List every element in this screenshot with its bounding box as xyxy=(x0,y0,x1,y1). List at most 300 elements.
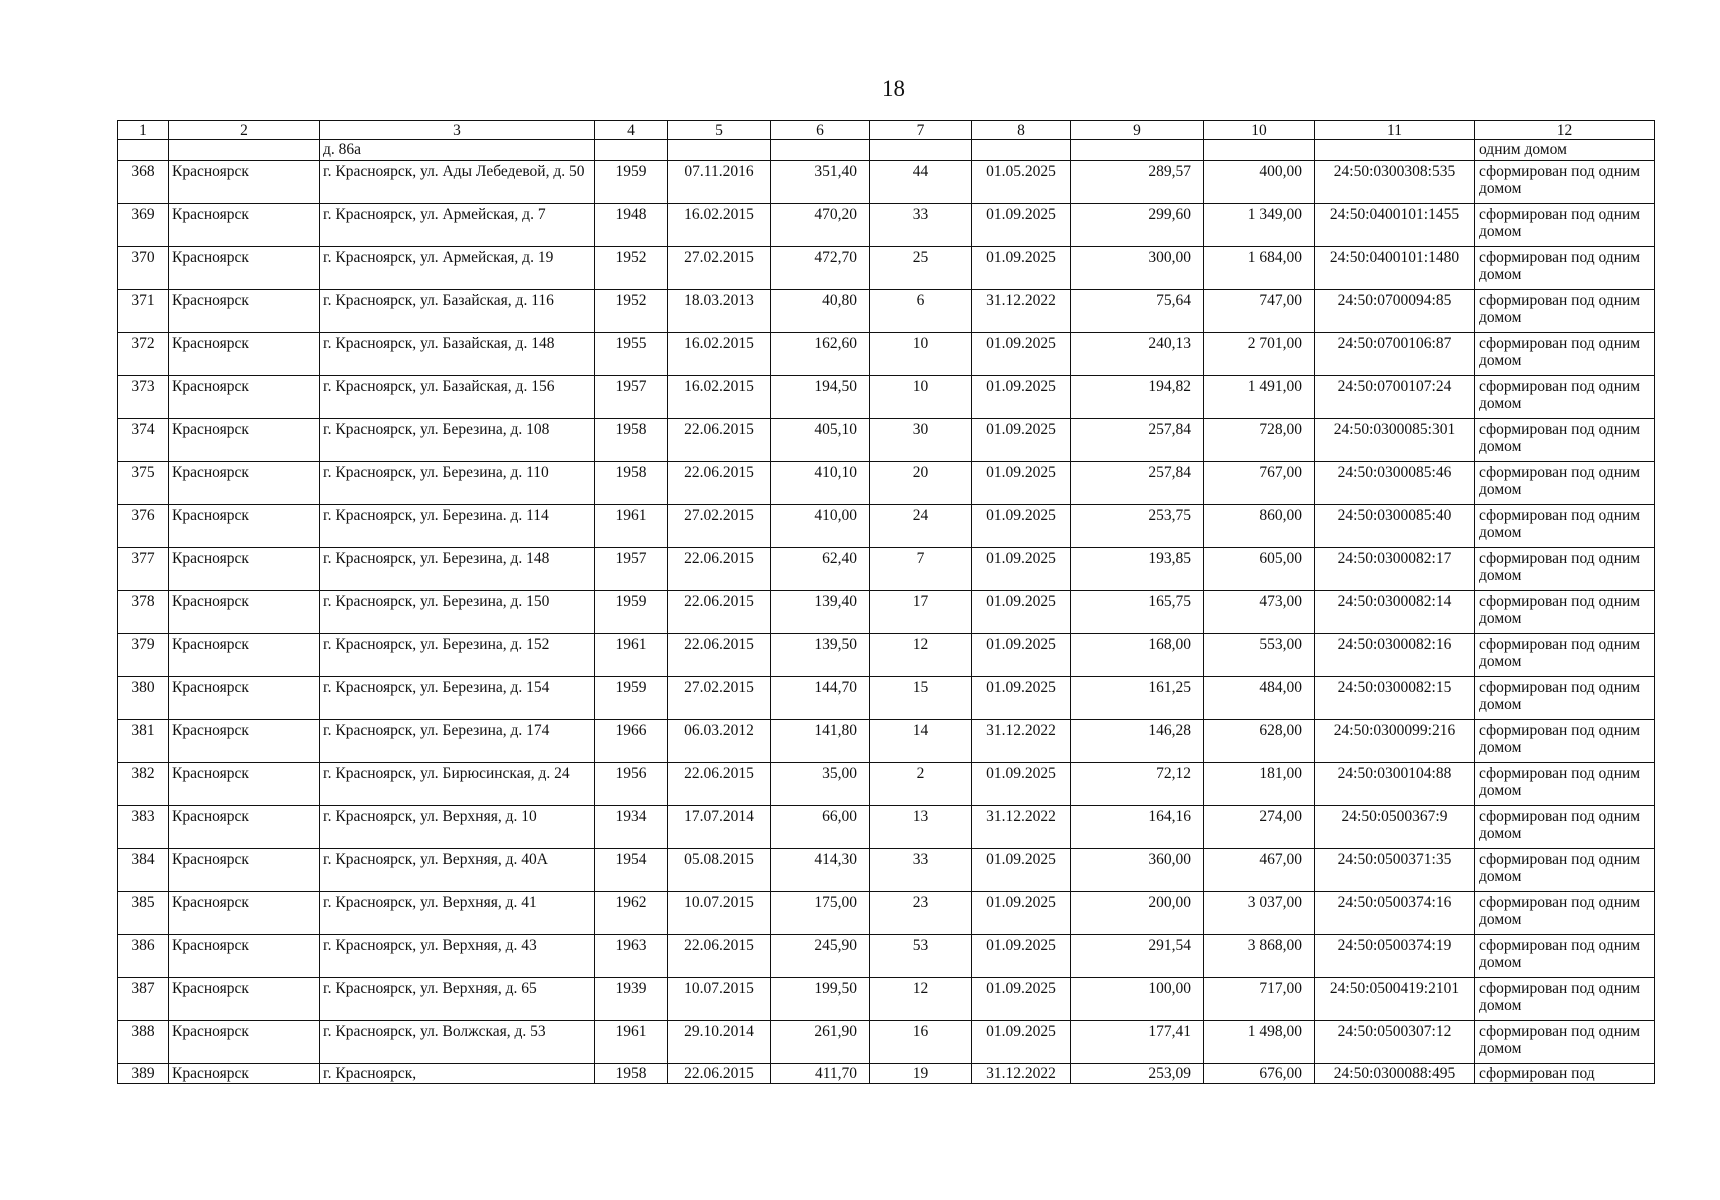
cell-city: Красноярск xyxy=(169,548,320,591)
cell-land-area: 3 868,00 xyxy=(1204,935,1315,978)
cell-area: 472,70 xyxy=(771,247,870,290)
cell-area: 405,10 xyxy=(771,419,870,462)
cell-deadline: 01.09.2025 xyxy=(972,634,1071,677)
cell-land-area: 274,00 xyxy=(1204,806,1315,849)
cell-year: 1934 xyxy=(595,806,668,849)
cell-date: 16.02.2015 xyxy=(668,204,771,247)
cell-date: 10.07.2015 xyxy=(668,892,771,935)
cell-number: 376 xyxy=(118,505,169,548)
cell-city: Красноярск xyxy=(169,1021,320,1064)
cell-city: Красноярск xyxy=(169,290,320,333)
table-row xyxy=(118,333,1655,376)
cell-year: 1963 xyxy=(595,935,668,978)
table-row xyxy=(118,548,1655,591)
cell-city: Красноярск xyxy=(169,720,320,763)
cell-year: 1956 xyxy=(595,763,668,806)
table-row xyxy=(118,677,1655,720)
cell-cadastral-number: 24:50:0300104:88 xyxy=(1315,763,1475,806)
cell-value: 161,25 xyxy=(1071,677,1204,720)
cell-units: 44 xyxy=(870,161,972,204)
cell-empty xyxy=(169,140,320,161)
cell-year: 1961 xyxy=(595,1021,668,1064)
cell-deadline: 01.09.2025 xyxy=(972,849,1071,892)
cell-cadastral-number: 24:50:0300088:495 xyxy=(1315,1064,1475,1084)
cell-deadline: 01.09.2025 xyxy=(972,892,1071,935)
cell-area: 470,20 xyxy=(771,204,870,247)
cell-deadline: 01.09.2025 xyxy=(972,333,1071,376)
cell-area: 414,30 xyxy=(771,849,870,892)
cell-area: 351,40 xyxy=(771,161,870,204)
cell-city: Красноярск xyxy=(169,161,320,204)
cell-deadline: 01.09.2025 xyxy=(972,935,1071,978)
cell-city: Красноярск xyxy=(169,591,320,634)
cell-cadastral-number: 24:50:0300085:46 xyxy=(1315,462,1475,505)
cell-year: 1952 xyxy=(595,247,668,290)
table-row xyxy=(118,720,1655,763)
cell-status: сформирован под одним домом xyxy=(1475,333,1655,376)
cell-area: 139,50 xyxy=(771,634,870,677)
cell-deadline: 01.09.2025 xyxy=(972,548,1071,591)
cell-address: г. Красноярск, xyxy=(320,1064,595,1084)
cell-address: г. Красноярск, ул. Верхняя, д. 10 xyxy=(320,806,595,849)
cell-number: 369 xyxy=(118,204,169,247)
cell-units: 23 xyxy=(870,892,972,935)
cell-cadastral-number: 24:50:0500374:19 xyxy=(1315,935,1475,978)
cell-cadastral-number: 24:50:0700106:87 xyxy=(1315,333,1475,376)
cell-deadline: 01.05.2025 xyxy=(972,161,1071,204)
cell-land-area: 605,00 xyxy=(1204,548,1315,591)
cell-empty xyxy=(1071,140,1204,161)
cell-status: сформирован под одним домом xyxy=(1475,677,1655,720)
cell-empty xyxy=(595,140,668,161)
cell-status: сформирован под одним домом xyxy=(1475,806,1655,849)
cell-value: 253,09 xyxy=(1071,1064,1204,1084)
cell-date: 17.07.2014 xyxy=(668,806,771,849)
cell-value: 291,54 xyxy=(1071,935,1204,978)
cell-deadline: 31.12.2022 xyxy=(972,290,1071,333)
cell-status: сформирован под одним домом xyxy=(1475,419,1655,462)
cell-units: 2 xyxy=(870,763,972,806)
cell-address: г. Красноярск, ул. Бирюсинская, д. 24 xyxy=(320,763,595,806)
cell-units: 33 xyxy=(870,204,972,247)
cell-date: 22.06.2015 xyxy=(668,462,771,505)
cell-city: Красноярск xyxy=(169,849,320,892)
column-header-8: 8 xyxy=(972,121,1071,140)
cell-area: 245,90 xyxy=(771,935,870,978)
table-row xyxy=(118,161,1655,204)
cell-number: 374 xyxy=(118,419,169,462)
cell-number: 370 xyxy=(118,247,169,290)
table-row xyxy=(118,935,1655,978)
cell-area: 410,10 xyxy=(771,462,870,505)
cell-land-area: 1 491,00 xyxy=(1204,376,1315,419)
column-header-11: 11 xyxy=(1315,121,1475,140)
cell-land-area: 400,00 xyxy=(1204,161,1315,204)
column-header-7: 7 xyxy=(870,121,972,140)
cell-land-area: 717,00 xyxy=(1204,978,1315,1021)
table-row xyxy=(118,806,1655,849)
cell-date: 22.06.2015 xyxy=(668,634,771,677)
cell-empty xyxy=(972,140,1071,161)
cell-city: Красноярск xyxy=(169,376,320,419)
cell-area: 35,00 xyxy=(771,763,870,806)
cell-area: 411,70 xyxy=(771,1064,870,1084)
cell-empty xyxy=(1315,140,1475,161)
cell-status: сформирован под одним домом xyxy=(1475,505,1655,548)
cell-value: 240,13 xyxy=(1071,333,1204,376)
cell-status: сформирован под одним домом xyxy=(1475,161,1655,204)
cell-units: 6 xyxy=(870,290,972,333)
cell-year: 1959 xyxy=(595,591,668,634)
cell-land-area: 473,00 xyxy=(1204,591,1315,634)
column-header-10: 10 xyxy=(1204,121,1315,140)
cell-land-area: 1 498,00 xyxy=(1204,1021,1315,1064)
cell-value: 300,00 xyxy=(1071,247,1204,290)
cell-units: 14 xyxy=(870,720,972,763)
cell-number: 378 xyxy=(118,591,169,634)
cell-number: 381 xyxy=(118,720,169,763)
cell-date: 27.02.2015 xyxy=(668,247,771,290)
cell-year: 1957 xyxy=(595,376,668,419)
cell-date: 27.02.2015 xyxy=(668,505,771,548)
cell-city: Красноярск xyxy=(169,419,320,462)
cell-status: сформирован под одним домом xyxy=(1475,720,1655,763)
cell-units: 15 xyxy=(870,677,972,720)
cell-value: 177,41 xyxy=(1071,1021,1204,1064)
cell-date: 07.11.2016 xyxy=(668,161,771,204)
cell-status: сформирован под одним домом xyxy=(1475,978,1655,1021)
table-row xyxy=(118,290,1655,333)
cell-status: сформирован под одним домом xyxy=(1475,591,1655,634)
cell-deadline: 01.09.2025 xyxy=(972,376,1071,419)
cell-value: 200,00 xyxy=(1071,892,1204,935)
table-row xyxy=(118,204,1655,247)
cell-land-area: 628,00 xyxy=(1204,720,1315,763)
cell-number: 388 xyxy=(118,1021,169,1064)
cell-area: 62,40 xyxy=(771,548,870,591)
cell-cadastral-number: 24:50:0300308:535 xyxy=(1315,161,1475,204)
cell-value: 75,64 xyxy=(1071,290,1204,333)
cell-deadline: 01.09.2025 xyxy=(972,462,1071,505)
cell-year: 1959 xyxy=(595,161,668,204)
cell-address: г. Красноярск, ул. Березина, д. 150 xyxy=(320,591,595,634)
table-body xyxy=(118,121,1655,1084)
cell-number: 386 xyxy=(118,935,169,978)
cell-deadline: 01.09.2025 xyxy=(972,419,1071,462)
cell-empty xyxy=(1204,140,1315,161)
table-row xyxy=(118,591,1655,634)
cell-number: 372 xyxy=(118,333,169,376)
cell-number: 371 xyxy=(118,290,169,333)
cell-city: Красноярск xyxy=(169,935,320,978)
cell-city: Красноярск xyxy=(169,505,320,548)
cell-number: 387 xyxy=(118,978,169,1021)
cell-year: 1966 xyxy=(595,720,668,763)
cell-deadline: 31.12.2022 xyxy=(972,1064,1071,1084)
cell-units: 25 xyxy=(870,247,972,290)
cell-number: 380 xyxy=(118,677,169,720)
cell-date: 22.06.2015 xyxy=(668,419,771,462)
cell-date: 18.03.2013 xyxy=(668,290,771,333)
cell-deadline: 31.12.2022 xyxy=(972,720,1071,763)
cell-area: 141,80 xyxy=(771,720,870,763)
cell-cadastral-number: 24:50:0500419:2101 xyxy=(1315,978,1475,1021)
cell-status: сформирован под одним домом xyxy=(1475,247,1655,290)
cell-address: г. Красноярск, ул. Волжская, д. 53 xyxy=(320,1021,595,1064)
cell-empty xyxy=(118,140,169,161)
cell-status: сформирован под xyxy=(1475,1064,1655,1084)
cell-date: 22.06.2015 xyxy=(668,591,771,634)
cell-status: сформирован под одним домом xyxy=(1475,1021,1655,1064)
column-header-12: 12 xyxy=(1475,121,1655,140)
cell-address: г. Красноярск, ул. Армейская, д. 7 xyxy=(320,204,595,247)
cell-address: г. Красноярск, ул. Березина, д. 110 xyxy=(320,462,595,505)
cell-units: 30 xyxy=(870,419,972,462)
column-header-3: 3 xyxy=(320,121,595,140)
cell-number: 382 xyxy=(118,763,169,806)
cell-cadastral-number: 24:50:0700094:85 xyxy=(1315,290,1475,333)
cell-cadastral-number: 24:50:0300082:16 xyxy=(1315,634,1475,677)
cell-value: 165,75 xyxy=(1071,591,1204,634)
cell-date: 22.06.2015 xyxy=(668,1064,771,1084)
cell-number: 384 xyxy=(118,849,169,892)
cell-units: 33 xyxy=(870,849,972,892)
cell-year: 1954 xyxy=(595,849,668,892)
cell-city: Красноярск xyxy=(169,763,320,806)
cell-status: сформирован под одним домом xyxy=(1475,763,1655,806)
cell-units: 20 xyxy=(870,462,972,505)
cell-year: 1957 xyxy=(595,548,668,591)
cell-value: 289,57 xyxy=(1071,161,1204,204)
cell-status: сформирован под одним домом xyxy=(1475,376,1655,419)
cell-address: г. Красноярск, ул. Верхняя, д. 65 xyxy=(320,978,595,1021)
cell-value: 100,00 xyxy=(1071,978,1204,1021)
cell-value: 253,75 xyxy=(1071,505,1204,548)
cell-area: 194,50 xyxy=(771,376,870,419)
cell-value: 164,16 xyxy=(1071,806,1204,849)
cell-number: 389 xyxy=(118,1064,169,1084)
cell-value: 168,00 xyxy=(1071,634,1204,677)
cell-number: 379 xyxy=(118,634,169,677)
cell-units: 10 xyxy=(870,333,972,376)
cell-deadline: 01.09.2025 xyxy=(972,591,1071,634)
cell-units: 24 xyxy=(870,505,972,548)
cell-address: г. Красноярск, ул. Верхняя, д. 43 xyxy=(320,935,595,978)
cell-cadastral-number: 24:50:0500374:16 xyxy=(1315,892,1475,935)
cell-year: 1958 xyxy=(595,1064,668,1084)
table-row xyxy=(118,462,1655,505)
cell-year: 1955 xyxy=(595,333,668,376)
column-header-1: 1 xyxy=(118,121,169,140)
cell-date: 22.06.2015 xyxy=(668,763,771,806)
cell-land-area: 860,00 xyxy=(1204,505,1315,548)
housing-registry-table xyxy=(117,120,1655,1084)
cell-value: 146,28 xyxy=(1071,720,1204,763)
cell-city: Красноярск xyxy=(169,1064,320,1084)
cell-address: г. Красноярск, ул. Березина, д. 152 xyxy=(320,634,595,677)
cell-city: Красноярск xyxy=(169,333,320,376)
cell-number: 385 xyxy=(118,892,169,935)
cell-deadline: 01.09.2025 xyxy=(972,978,1071,1021)
table-row xyxy=(118,419,1655,462)
column-header-4: 4 xyxy=(595,121,668,140)
cell-year: 1958 xyxy=(595,419,668,462)
cell-value: 72,12 xyxy=(1071,763,1204,806)
table-row xyxy=(118,376,1655,419)
column-header-2: 2 xyxy=(169,121,320,140)
table-row xyxy=(118,1021,1655,1064)
cell-year: 1961 xyxy=(595,634,668,677)
cell-status: сформирован под одним домом xyxy=(1475,462,1655,505)
cell-year: 1958 xyxy=(595,462,668,505)
column-number-row xyxy=(118,121,1655,140)
cell-deadline: 01.09.2025 xyxy=(972,505,1071,548)
cell-date: 27.02.2015 xyxy=(668,677,771,720)
cell-area: 410,00 xyxy=(771,505,870,548)
cell-cadastral-number: 24:50:0400101:1455 xyxy=(1315,204,1475,247)
cell-land-area: 2 701,00 xyxy=(1204,333,1315,376)
cell-date: 16.02.2015 xyxy=(668,376,771,419)
page-number: 18 xyxy=(882,76,905,101)
cell-cadastral-number: 24:50:0300082:15 xyxy=(1315,677,1475,720)
cell-value: 257,84 xyxy=(1071,462,1204,505)
cell-address: г. Красноярск, ул. Армейская, д. 19 xyxy=(320,247,595,290)
cell-empty xyxy=(870,140,972,161)
table-row xyxy=(118,505,1655,548)
table-row xyxy=(118,634,1655,677)
cell-address: г. Красноярск, ул. Березина, д. 174 xyxy=(320,720,595,763)
cell-year: 1962 xyxy=(595,892,668,935)
cell-address: г. Красноярск, ул. Базайская, д. 156 xyxy=(320,376,595,419)
cell-units: 16 xyxy=(870,1021,972,1064)
cell-status: сформирован под одним домом xyxy=(1475,634,1655,677)
table-row xyxy=(118,763,1655,806)
cell-land-area: 467,00 xyxy=(1204,849,1315,892)
cell-area: 40,80 xyxy=(771,290,870,333)
cell-date: 29.10.2014 xyxy=(668,1021,771,1064)
cell-number: 377 xyxy=(118,548,169,591)
cell-status: сформирован под одним домом xyxy=(1475,290,1655,333)
cell-status: сформирован под одним домом xyxy=(1475,892,1655,935)
table-row-last xyxy=(118,1064,1655,1084)
cell-land-area: 484,00 xyxy=(1204,677,1315,720)
cell-year: 1939 xyxy=(595,978,668,1021)
cell-area: 144,70 xyxy=(771,677,870,720)
cell-number: 368 xyxy=(118,161,169,204)
cell-units: 17 xyxy=(870,591,972,634)
column-header-6: 6 xyxy=(771,121,870,140)
cell-land-area: 553,00 xyxy=(1204,634,1315,677)
cell-area: 66,00 xyxy=(771,806,870,849)
cell-empty xyxy=(668,140,771,161)
cell-value: 194,82 xyxy=(1071,376,1204,419)
cell-year: 1952 xyxy=(595,290,668,333)
cell-land-area: 3 037,00 xyxy=(1204,892,1315,935)
cell-land-area: 1 684,00 xyxy=(1204,247,1315,290)
cell-land-area: 728,00 xyxy=(1204,419,1315,462)
cell-address: г. Красноярск, ул. Базайская, д. 116 xyxy=(320,290,595,333)
cell-land-area: 181,00 xyxy=(1204,763,1315,806)
cell-address: г. Красноярск, ул. Березина, д. 148 xyxy=(320,548,595,591)
cell-cadastral-number: 24:50:0500367:9 xyxy=(1315,806,1475,849)
cell-city: Красноярск xyxy=(169,204,320,247)
cell-number: 375 xyxy=(118,462,169,505)
cell-cadastral-number: 24:50:0300085:301 xyxy=(1315,419,1475,462)
cell-area: 139,40 xyxy=(771,591,870,634)
cell-date: 22.06.2015 xyxy=(668,935,771,978)
cell-status: сформирован под одним домом xyxy=(1475,548,1655,591)
cell-value: 360,00 xyxy=(1071,849,1204,892)
cell-number: 373 xyxy=(118,376,169,419)
cell-value: 257,84 xyxy=(1071,419,1204,462)
carryover-row xyxy=(118,140,1655,161)
cell-date: 06.03.2012 xyxy=(668,720,771,763)
carryover-status: одним домом xyxy=(1475,140,1655,161)
cell-address: г. Красноярск, ул. Березина, д. 108 xyxy=(320,419,595,462)
cell-deadline: 01.09.2025 xyxy=(972,763,1071,806)
cell-city: Красноярск xyxy=(169,806,320,849)
cell-city: Красноярск xyxy=(169,462,320,505)
cell-address: г. Красноярск, ул. Ады Лебедевой, д. 50 xyxy=(320,161,595,204)
cell-area: 162,60 xyxy=(771,333,870,376)
cell-number: 383 xyxy=(118,806,169,849)
cell-city: Красноярск xyxy=(169,978,320,1021)
cell-address: г. Красноярск, ул. Березина, д. 154 xyxy=(320,677,595,720)
cell-city: Красноярск xyxy=(169,677,320,720)
cell-city: Красноярск xyxy=(169,634,320,677)
column-header-9: 9 xyxy=(1071,121,1204,140)
cell-year: 1948 xyxy=(595,204,668,247)
cell-land-area: 767,00 xyxy=(1204,462,1315,505)
cell-cadastral-number: 24:50:0400101:1480 xyxy=(1315,247,1475,290)
cell-land-area: 747,00 xyxy=(1204,290,1315,333)
cell-status: сформирован под одним домом xyxy=(1475,204,1655,247)
cell-deadline: 31.12.2022 xyxy=(972,806,1071,849)
cell-units: 7 xyxy=(870,548,972,591)
cell-units: 19 xyxy=(870,1064,972,1084)
cell-city: Красноярск xyxy=(169,247,320,290)
cell-cadastral-number: 24:50:0700107:24 xyxy=(1315,376,1475,419)
cell-area: 175,00 xyxy=(771,892,870,935)
cell-cadastral-number: 24:50:0300099:216 xyxy=(1315,720,1475,763)
table-row xyxy=(118,892,1655,935)
cell-date: 16.02.2015 xyxy=(668,333,771,376)
cell-cadastral-number: 24:50:0300085:40 xyxy=(1315,505,1475,548)
cell-date: 22.06.2015 xyxy=(668,548,771,591)
cell-value: 193,85 xyxy=(1071,548,1204,591)
cell-empty xyxy=(771,140,870,161)
cell-cadastral-number: 24:50:0500371:35 xyxy=(1315,849,1475,892)
cell-date: 10.07.2015 xyxy=(668,978,771,1021)
column-header-5: 5 xyxy=(668,121,771,140)
cell-cadastral-number: 24:50:0500307:12 xyxy=(1315,1021,1475,1064)
cell-status: сформирован под одним домом xyxy=(1475,935,1655,978)
cell-year: 1961 xyxy=(595,505,668,548)
cell-deadline: 01.09.2025 xyxy=(972,1021,1071,1064)
carryover-address: д. 86а xyxy=(320,140,595,161)
cell-cadastral-number: 24:50:0300082:17 xyxy=(1315,548,1475,591)
cell-deadline: 01.09.2025 xyxy=(972,247,1071,290)
cell-address: г. Красноярск, ул. Базайская, д. 148 xyxy=(320,333,595,376)
cell-units: 13 xyxy=(870,806,972,849)
cell-status: сформирован под одним домом xyxy=(1475,849,1655,892)
cell-units: 12 xyxy=(870,978,972,1021)
cell-deadline: 01.09.2025 xyxy=(972,204,1071,247)
cell-address: г. Красноярск, ул. Верхняя, д. 40А xyxy=(320,849,595,892)
cell-date: 05.08.2015 xyxy=(668,849,771,892)
cell-year: 1959 xyxy=(595,677,668,720)
table-row xyxy=(118,849,1655,892)
